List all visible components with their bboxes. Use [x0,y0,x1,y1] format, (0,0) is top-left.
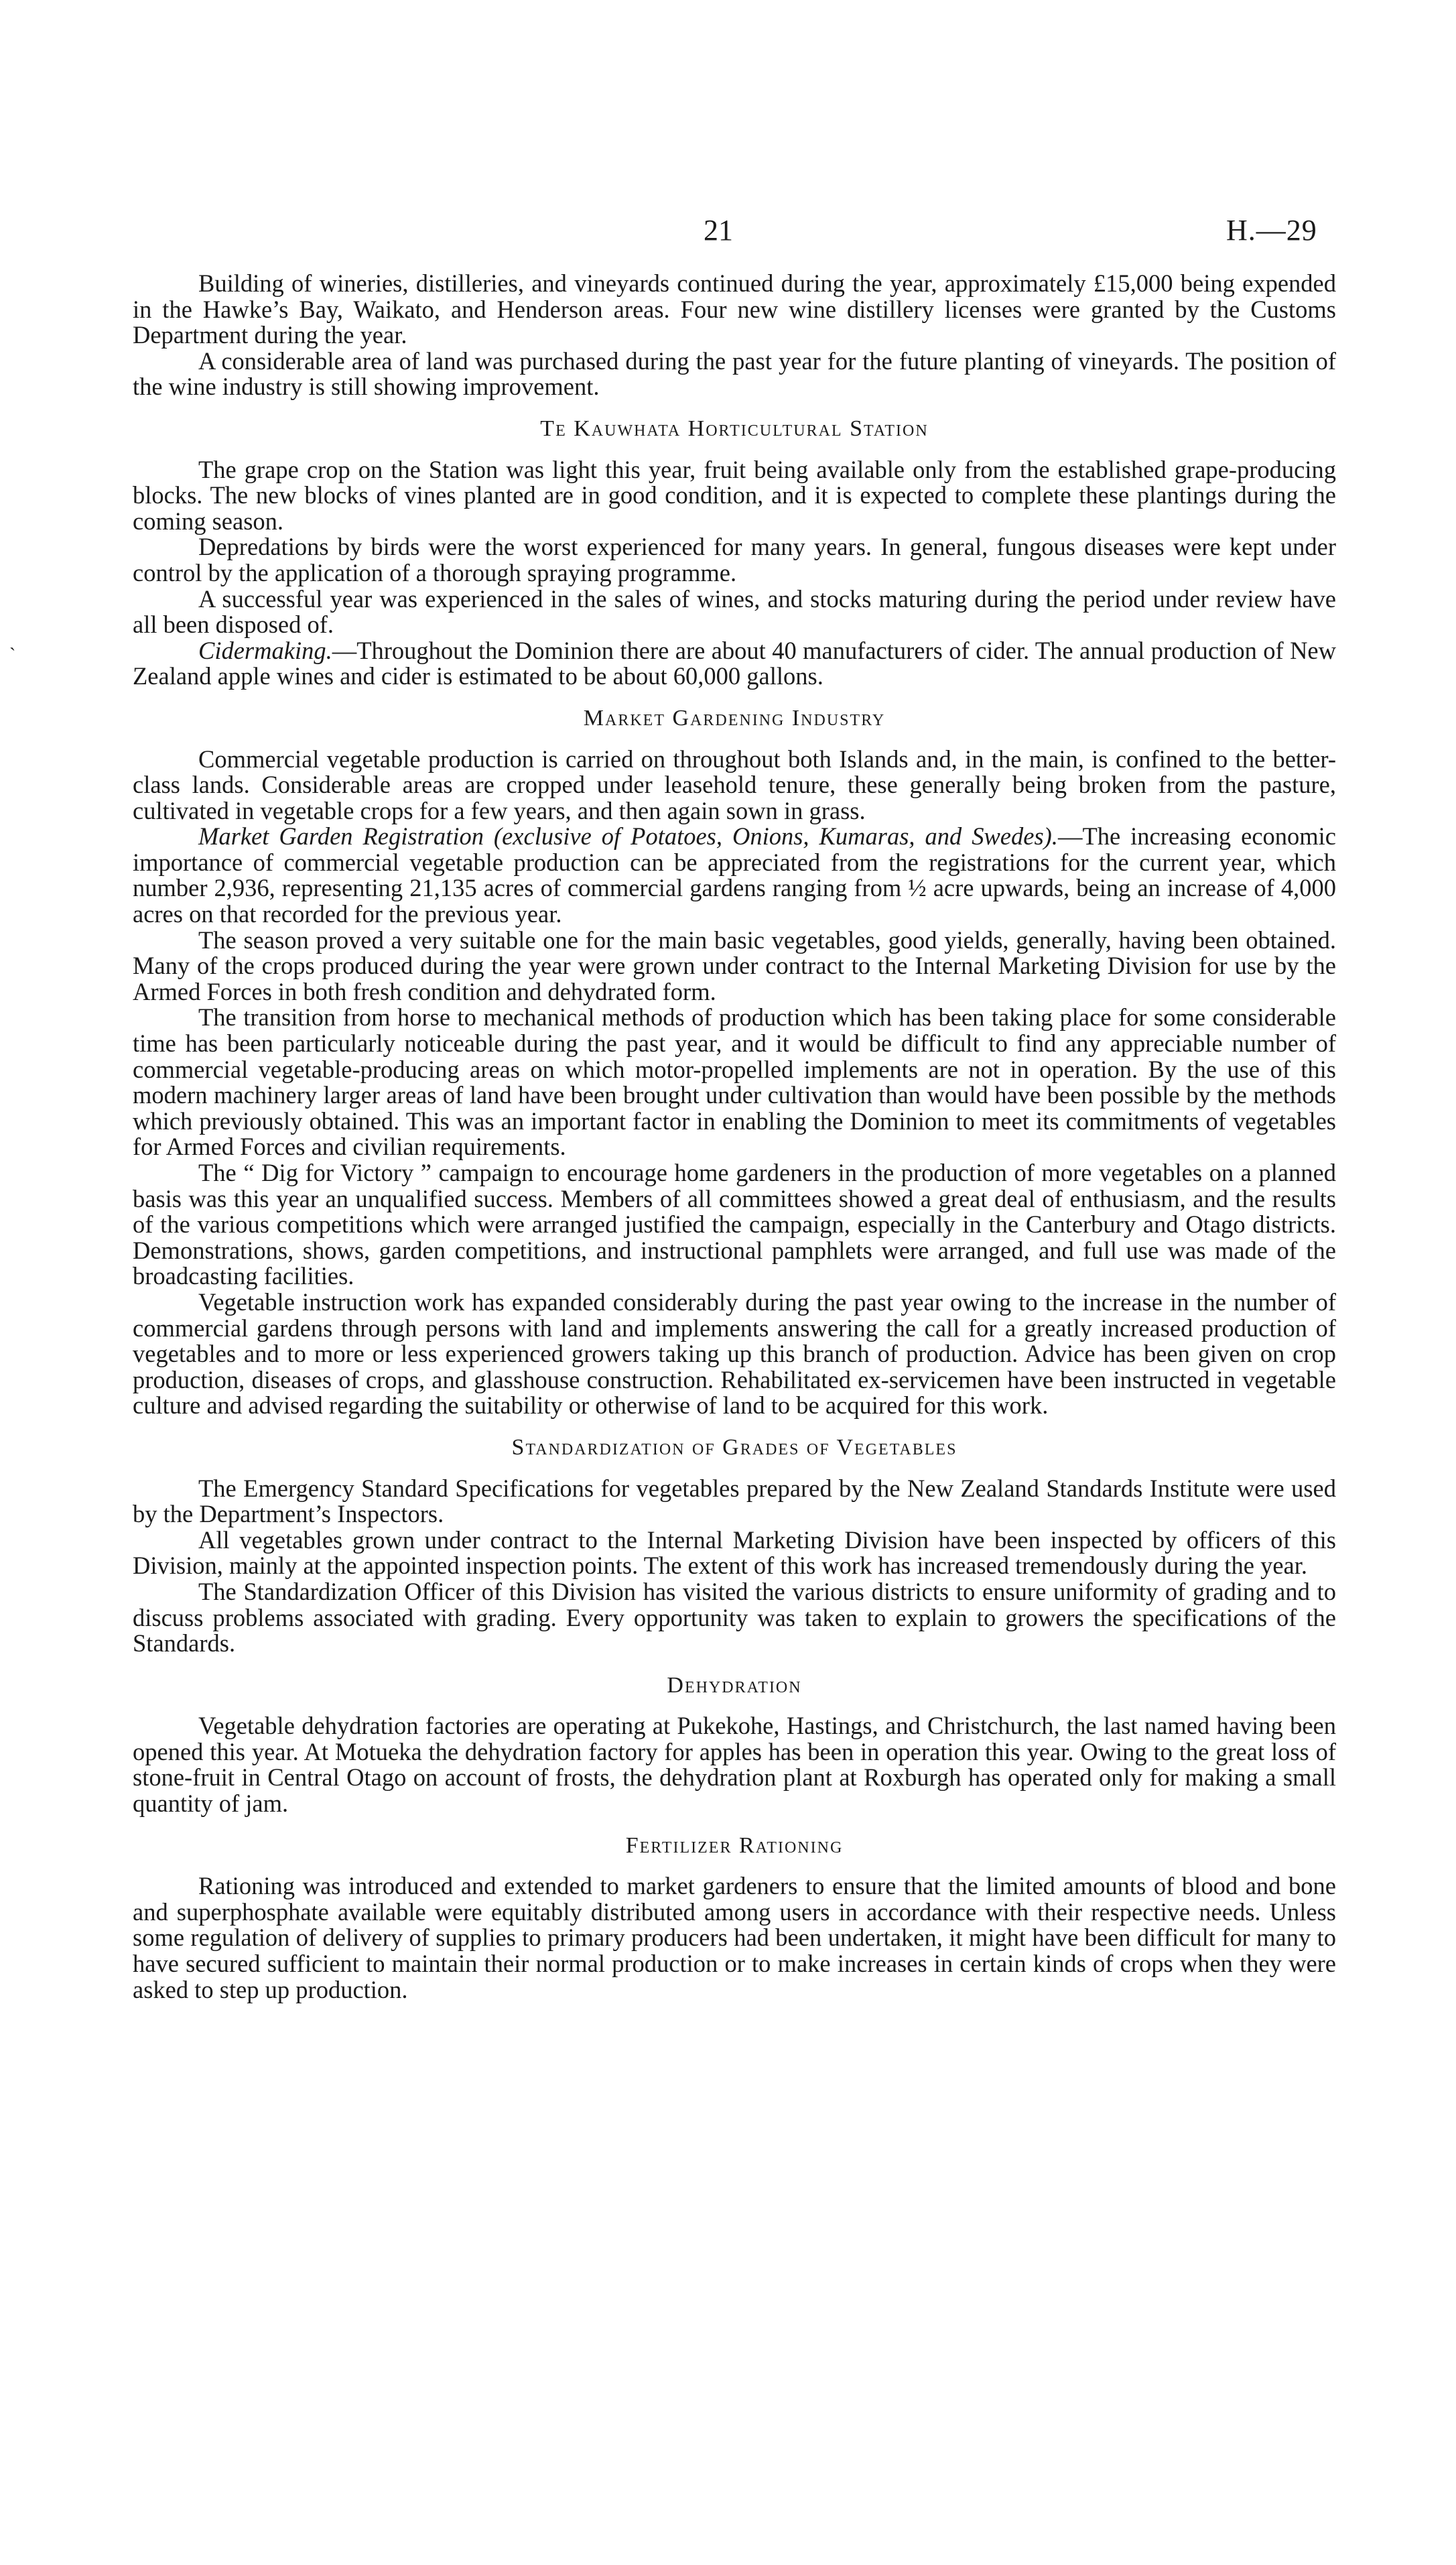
paragraph-text: The “ Dig for Victory ” campaign to encourage home gardeners in the production of more vegetables on a planned basis was this year an unqualified success. Members of all committees showed a great deal of enthusiasm, and the results of the various competitions which were arranged justified the campaign, especially in the Canterbury and Otago districts. Demonstrations, shows, garden competitions, and instructional pamphlets were arranged, and full use was made of the broadcasting facilities. [133,1159,1336,1290]
section [133,271,1336,400]
paragraph-text: Rationing was introduced and extended to market gardeners to ensure that the limited amounts of blood and bone and superphosphate available were equitably distributed among users in accordance with their respective needs. Unless some regulation of delivery of supplies to primary producers had been undertaken, it might have been difficult for many to have secured sufficient to maintain their normal production or to make increases in certain kinds of crops when they were asked to step up production. [133,1872,1336,2003]
paragraph-text: A considerable area of land was purchased during the past year for the future planting of vineyards. The position of the wine industry is still showing improvement. [133,347,1336,401]
page-number: 21 [704,214,733,247]
paragraph [133,1527,1336,1579]
paragraph [133,1579,1336,1657]
paragraph [133,824,1336,927]
paragraph [133,1713,1336,1816]
paragraph [133,534,1336,586]
paragraph [133,1160,1336,1290]
section [133,706,1336,1419]
section [133,1435,1336,1657]
paragraph [133,1873,1336,2003]
paragraph-lead: Cidermaking. [198,636,332,664]
paragraph-text: The Emergency Standard Specifications for vegetables prepared by the New Zealand Standards Institute were used by the Department’s Inspectors. [133,1474,1336,1528]
section-heading: Te Kauwhata Horticultural Station [540,416,929,441]
paragraph-text: Vegetable instruction work has expanded considerably during the past year owing to the increase in the number of commercial gardens through persons with land and implements answering the call for a greatly increased production of vegetables and to more or less experienced growers taking up this branch of production. Advice has been given on crop production, diseases of crops, and glasshouse construction. Rehabilitated ex-servicemen have been instructed in vegetable culture and advised regarding the suitability or otherwise of land to be acquired for this work. [133,1288,1336,1420]
paragraph [133,928,1336,1005]
margin-mark: ` [9,645,16,666]
paragraph [133,586,1336,638]
paragraph-text: Vegetable dehydration factories are operating at Pukekohe, Hastings, and Christchurch, the last named having been opened this year. At Motueka the dehydration factory for apples has been in operation this year. Owing to the great loss of stone-fruit in Central Otago on account of frosts, the dehydration plant at Roxburgh has operated only for making a small quantity of jam. [133,1712,1336,1818]
paragraph [133,1476,1336,1527]
section-heading: Fertilizer Rationing [625,1832,844,1858]
paragraph-text: All vegetables grown under contract to the Internal Marketing Division have been inspected by officers of this Division, mainly at the appointed inspection points. The extent of this work has increased tremendously during the year. [133,1525,1336,1580]
document-body [133,271,1336,2003]
paragraph [133,457,1336,535]
paragraph-text: Building of wineries, distilleries, and vineyards continued during the year, approximately £15,000 being expended in the Hawke’s Bay, Waikato, and Henderson areas. Four new wine distillery licenses were granted by the Customs Department during the year. [133,269,1336,349]
section-heading: Dehydration [667,1672,802,1698]
paragraph-text: Depredations by birds were the worst experienced for many years. In general, fungous diseases were kept under control by the application of a thorough spraying programme. [133,533,1336,586]
section [133,1673,1336,1817]
paragraph-text: The Standardization Officer of this Division has visited the various districts to ensure uniformity of grading and to discuss problems associated with grading. Every opportunity was taken to explain to growers the specifications of the Standards. [133,1577,1336,1657]
paragraph [133,747,1336,824]
section-heading: Market Gardening Industry [583,705,886,731]
page-header [0,213,1456,253]
paragraph [133,1290,1336,1419]
paragraph-text: The transition from horse to mechanical methods of production which has been taking place for some considerable time has been particularly noticeable during the past year, and it would be difficult to find any appreciable number of commercial vegetable-producing areas on which motor-propelled implements are not in operation. By the use of this modern machinery larger areas of land have been brought under cultivation than would have been possible by the methods which previously obtained. This was an important factor in enabling the Dominion to meet its commitments of vegetables for Armed Forces and civilian requirements. [133,1003,1336,1161]
paragraph-text: —The increasing economic importance of commercial vegetable production can be appreciated from the registrations for the current year, which number 2,936, representing 21,135 acres of commercial gardens ranging from ½ acre upwards, being an increase of 4,000 acres on that recorded for the previous year. [133,822,1336,928]
document-reference: H.—29 [1226,214,1317,247]
section [133,1833,1336,2003]
paragraph [133,1005,1336,1160]
paragraph [133,349,1336,400]
paragraph-text: A successful year was experienced in the sales of wines, and stocks maturing during the period under review have all been disposed of. [133,584,1336,639]
paragraph-text: The season proved a very suitable one for the main basic vegetables, good yields, generally, having been obtained. Many of the crops produced during the year were grown under contract to the Internal Marketing Division for use by the Armed Forces in both fresh condition and dehydrated form. [133,926,1336,1005]
section-heading: Standardization of Grades of Vegetables [511,1434,957,1460]
paragraph-text: —Throughout the Dominion there are about 40 manufacturers of cider. The annual production of New Zealand apple wines and cider is estimated to be about 60,000 gallons. [133,636,1336,690]
paragraph-text: The grape crop on the Station was light this year, fruit being available only from the established grape-producing blocks. The new blocks of vines planted are in good condition, and it is expected to complete these plantings during the coming season. [133,455,1336,535]
paragraph [133,638,1336,690]
paragraph-text: Commercial vegetable production is carried on throughout both Islands and, in the main, is confined to the better-class lands. Considerable areas are cropped under leasehold tenure, these generally being broken from the pasture, cultivated in vegetable crops for a few years, and then again sown in grass. [133,745,1336,824]
paragraph [133,271,1336,349]
paragraph-lead: Market Garden Registration (exclusive of Potatoes, Onions, Kumaras, and Swedes). [198,822,1058,851]
section [133,416,1336,690]
